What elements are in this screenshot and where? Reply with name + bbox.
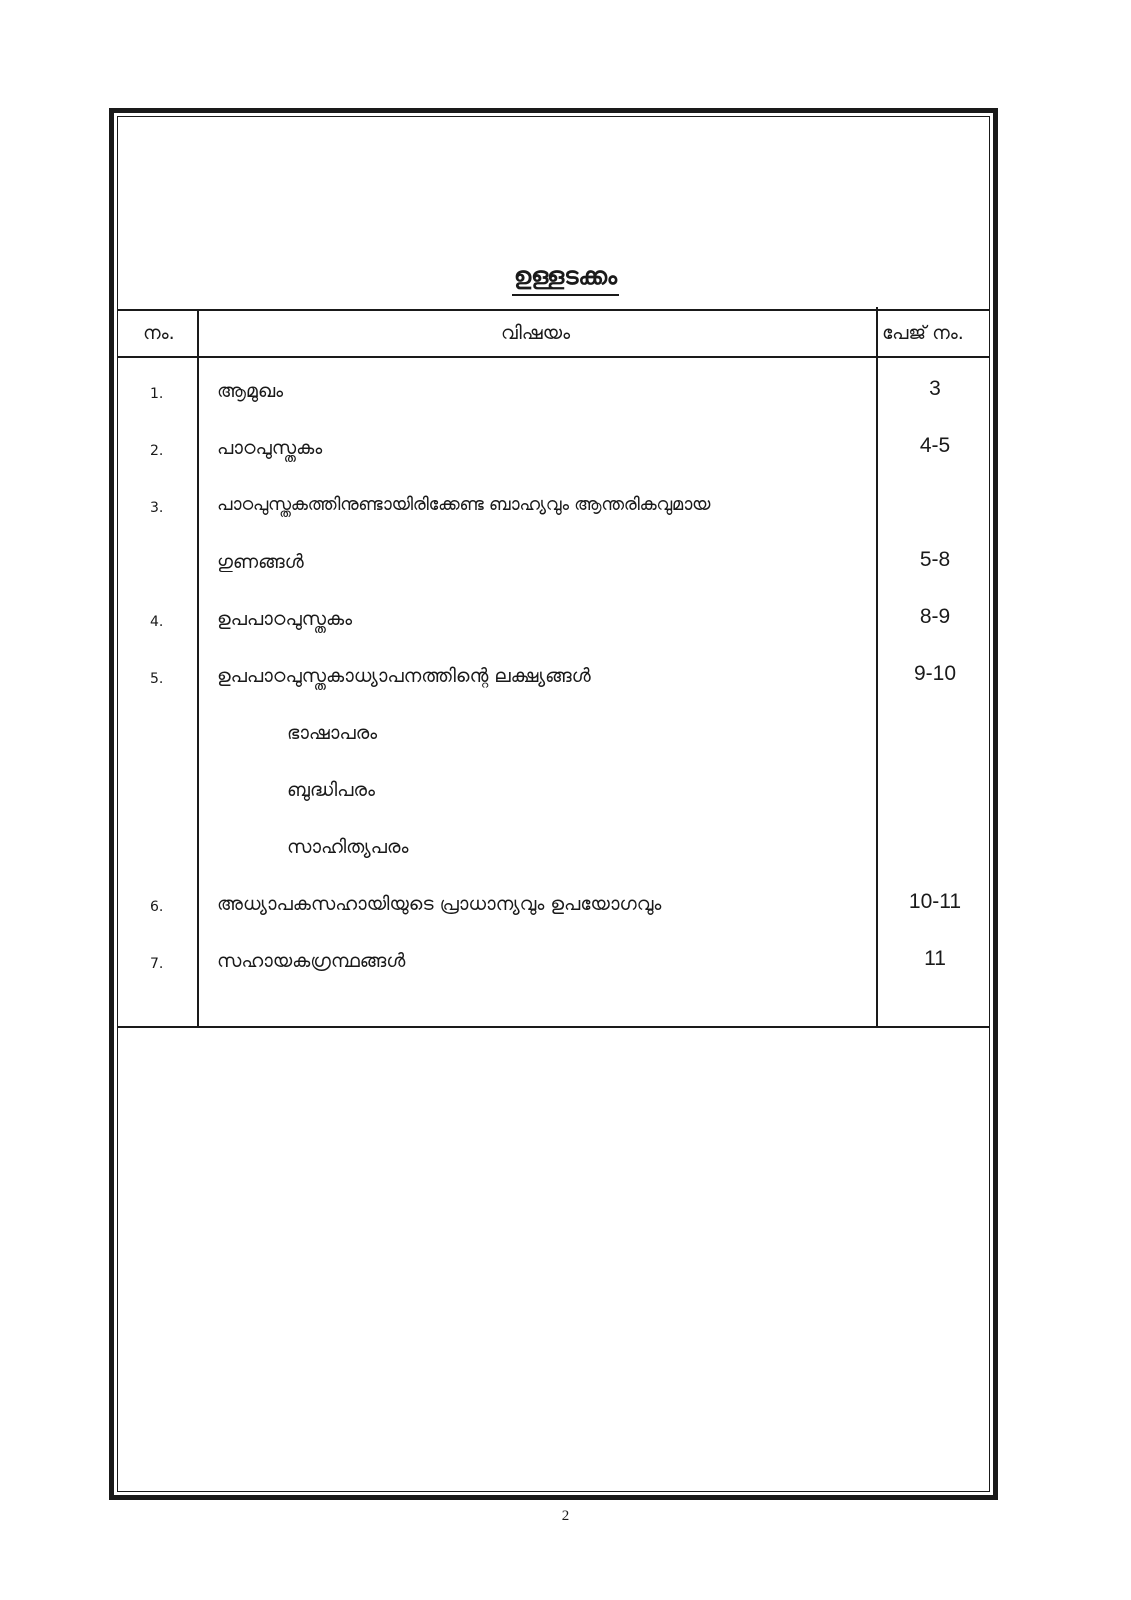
row-number: 5. bbox=[150, 671, 164, 687]
column-divider-1 bbox=[197, 309, 199, 1028]
row-subject: പാഠപുസ്തകം bbox=[217, 437, 323, 459]
row-page: 11 bbox=[924, 947, 946, 970]
row-subject: ഉപപാഠപുസ്തകം bbox=[217, 608, 353, 630]
row-number: 7. bbox=[150, 956, 164, 972]
row-page: 10-11 bbox=[908, 890, 962, 913]
row-subject: സഹായകഗ്രന്ഥങ്ങൾ bbox=[217, 950, 406, 972]
row-subject: ഉപപാഠപുസ്തകാധ്യാപനത്തിന്റെ ലക്ഷ്യങ്ങൾ bbox=[217, 665, 591, 687]
row-subject: ആമുഖം bbox=[217, 380, 284, 402]
sub-item: ഭാഷാപരം bbox=[287, 722, 378, 744]
header-subject: വിഷയം bbox=[501, 322, 571, 344]
page-number: 2 bbox=[561, 1508, 570, 1524]
table-bottom-line bbox=[117, 1026, 990, 1028]
row-subject: ഗുണങ്ങൾ bbox=[217, 551, 304, 573]
page-title: ഉള്ളടക്കം bbox=[0, 262, 1131, 296]
row-page: 9-10 bbox=[913, 662, 957, 685]
row-number: 1. bbox=[150, 386, 164, 402]
column-divider-2 bbox=[876, 307, 878, 1028]
row-number: 4. bbox=[150, 614, 164, 630]
row-page: 8-9 bbox=[919, 605, 951, 628]
sub-item: ബുദ്ധിപരം bbox=[287, 779, 375, 801]
header-page: പേജ് നം. bbox=[882, 322, 964, 344]
row-number: 6. bbox=[150, 899, 164, 915]
row-page: 4-5 bbox=[919, 434, 951, 457]
row-subject: പാഠപുസ്തകത്തിനുണ്ടായിരിക്കേണ്ട ബാഹ്യവും ആന്തരികവുമായ bbox=[217, 494, 711, 515]
table-top-line bbox=[117, 309, 990, 311]
row-page: 5-8 bbox=[919, 548, 951, 571]
row-number: 2. bbox=[150, 443, 164, 459]
table-header-line bbox=[117, 356, 990, 358]
header-number: നം. bbox=[143, 322, 175, 344]
row-subject: അധ്യാപകസഹായിയുടെ പ്രാധാന്യവും ഉപയോഗവും bbox=[217, 893, 662, 915]
row-number: 3. bbox=[150, 500, 164, 516]
row-page: 3 bbox=[929, 377, 941, 400]
sub-item: സാഹിത്യപരം bbox=[287, 836, 409, 858]
